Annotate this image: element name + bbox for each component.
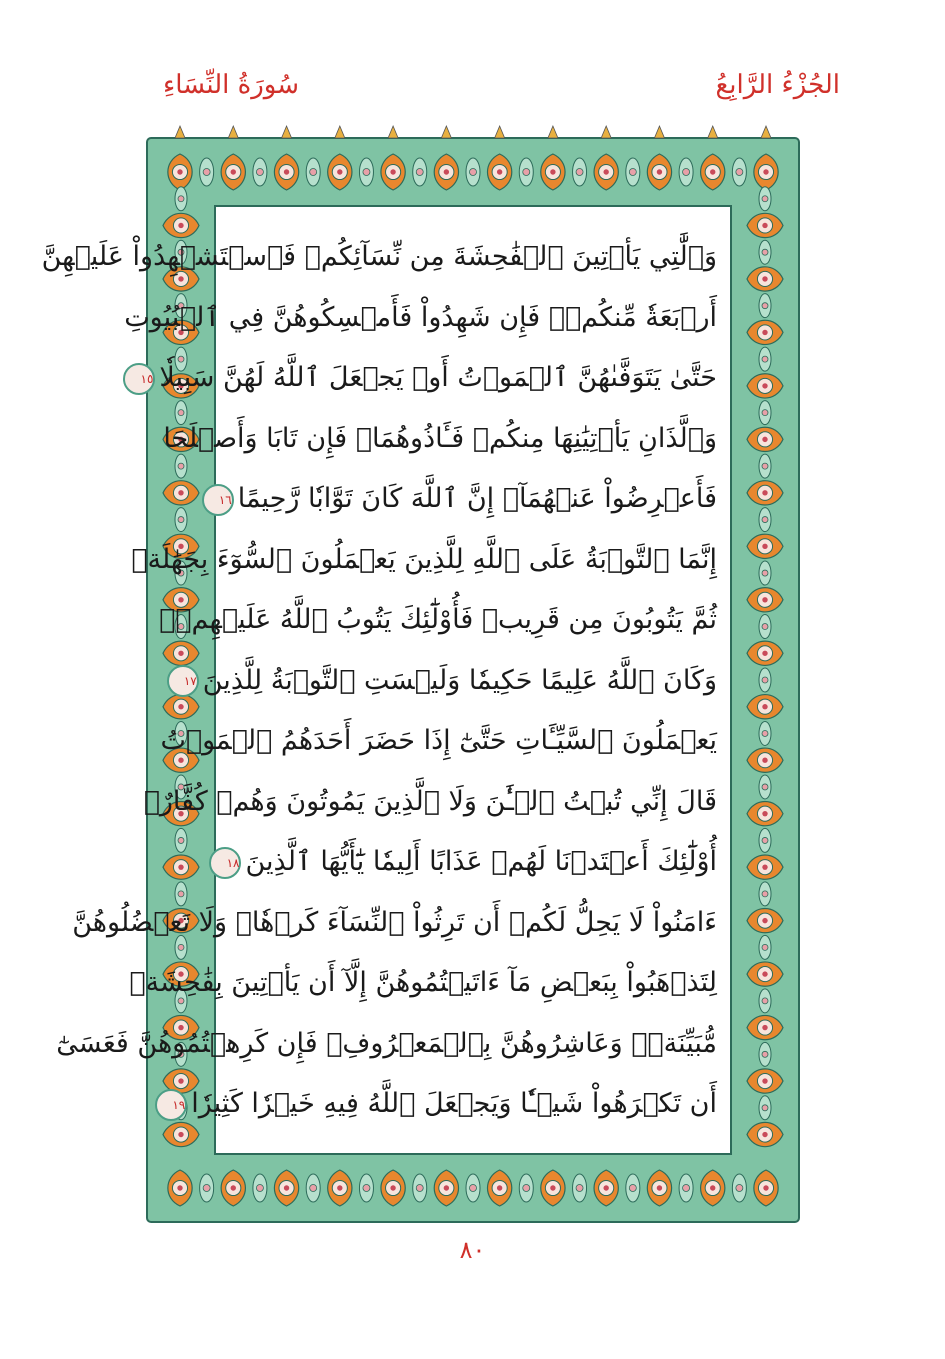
- frame-flower: [762, 410, 768, 416]
- frame-flower: [762, 196, 768, 202]
- verse-text: مُّبَيِّنَةٖۚ وَعَاشِرُوهُنَّ بِٱلۡمَعۡرُوفِۚ فَإِن كَرِهۡتُمُوهُنَّ فَعَسَىٰٓ: [56, 1027, 717, 1059]
- frame-pointer: [654, 126, 664, 138]
- verse-line: [183, 652, 717, 710]
- frame-pointer: [441, 126, 451, 138]
- frame-flower: [203, 169, 210, 176]
- frame-flower: [762, 463, 768, 469]
- frame-flower: [310, 1185, 317, 1192]
- verse-text: أَن تَكۡرَهُواْ شَيۡـٔٗا وَيَجۡعَلَ ٱللَّهُ فِيهِ خَيۡرٗا كَثِيرٗا: [191, 1088, 717, 1119]
- frame-flower: [762, 891, 768, 897]
- frame-pointer: [282, 126, 292, 138]
- frame-flower: [523, 1185, 530, 1192]
- frame-flower: [762, 730, 768, 736]
- verse-line: [143, 773, 717, 831]
- page-header: [0, 64, 945, 114]
- frame-flower: [629, 169, 636, 176]
- verse-line: [163, 410, 717, 468]
- frame-pointer: [495, 126, 505, 138]
- verse-text: ثُمَّ يَتُوبُونَ مِن قَرِيبٖ فَأُوْلَٰٓئِكَ يَتُوبُ ٱللَّهُ عَلَيۡهِمۡۗ: [159, 604, 717, 635]
- frame-flower: [363, 169, 370, 176]
- verse-text: لِتَذۡهَبُواْ بِبَعۡضِ مَآ ءَاتَيۡتُمُوهُنَّ إِلَّآ أَن يَأۡتِينَ بِفَٰحِشَةٖ: [129, 967, 717, 998]
- frame-flower: [416, 1185, 423, 1192]
- frame-flower: [683, 169, 690, 176]
- frame-flower: [576, 169, 583, 176]
- ayah-number-marker: ١٥: [123, 363, 155, 395]
- verse-line: [72, 894, 717, 952]
- frame-flower: [762, 517, 768, 523]
- verse-line: [160, 712, 717, 770]
- frame-pointer: [335, 126, 345, 138]
- frame-flower: [736, 169, 743, 176]
- text-panel: [41, 210, 727, 1150]
- frame-flower: [762, 1051, 768, 1057]
- verse-text: وَٱلَّٰتِي يَأۡتِينَ ٱلۡفَٰحِشَةَ مِن نِّسَآئِكُمۡ فَٱسۡتَشۡهِدُواْ عَلَيۡهِنَّ: [41, 241, 717, 272]
- frame-pointer: [548, 126, 558, 138]
- verse-line: [41, 228, 717, 286]
- verse-line: [226, 833, 717, 891]
- verse-text: إِنَّمَا ٱلتَّوۡبَةُ عَلَى ٱللَّهِ لِلَّذِينَ يَعۡمَلُونَ ٱلسُّوٓءَ بِجَهَٰلَةٖ: [131, 543, 717, 575]
- verse-line: [218, 470, 717, 528]
- frame-flower: [683, 1185, 690, 1192]
- frame-flower: [762, 944, 768, 950]
- frame-flower: [363, 1185, 370, 1192]
- frame-flower: [576, 1185, 583, 1192]
- verse-text: وَٱلَّذَانِ يَأۡتِيَٰنِهَا مِنكُمۡ فَـَٔاذُوهُمَاۖ فَإِن تَابَا وَأَصۡلَحَا: [163, 422, 717, 454]
- frame-flower: [762, 624, 768, 630]
- frame-flower: [256, 169, 263, 176]
- verse-line: [131, 531, 717, 589]
- frame-flower: [762, 837, 768, 843]
- verse-line: [159, 591, 717, 649]
- ayah-number-marker: ١٩: [155, 1089, 187, 1121]
- verse-line: [129, 954, 717, 1012]
- frame-flower: [523, 169, 530, 176]
- frame-flower: [178, 517, 184, 523]
- frame-flower: [736, 1185, 743, 1192]
- verse-text: يَعۡمَلُونَ ٱلسَّيِّـَٔاتِ حَتَّىٰٓ إِذَا حَضَرَ أَحَدَهُمُ ٱلۡمَوۡتُ: [160, 725, 717, 756]
- frame-flower: [762, 677, 768, 683]
- verse-text: حَتَّىٰ يَتَوَفَّىٰهُنَّ ٱلۡمَوۡتُ أَوۡ يَجۡعَلَ ٱللَّهُ لَهُنَّ سَبِيلٗا: [159, 362, 717, 393]
- frame-flower: [762, 784, 768, 790]
- frame-flower: [762, 249, 768, 255]
- verse-text: وَكَانَ ٱللَّهُ عَلِيمًا حَكِيمٗا وَلَيۡسَتِ ٱلتَّوۡبَةُ لِلَّذِينَ: [202, 664, 717, 696]
- ayah-number-marker: ١٨: [209, 847, 241, 879]
- frame-flower: [762, 356, 768, 362]
- frame-pointer: [388, 126, 398, 138]
- verse-text: أُوْلَٰٓئِكَ أَعۡتَدۡنَا لَهُمۡ عَذَابًا أَلِيمٗا يَٰٓأَيُّهَا ٱلَّذِينَ: [245, 846, 717, 877]
- verse-line: [124, 289, 717, 347]
- juz-title: الجُزْءُ الرَّابِعُ: [715, 70, 840, 100]
- page-number: ٨٠: [459, 1236, 486, 1264]
- verse-text: أَرۡبَعَةٗ مِّنكُمۡۖ فَإِن شَهِدُواْ فَأَمۡسِكُوهُنَّ فِي ٱلۡبُيُوتِ: [124, 301, 717, 333]
- frame-flower: [762, 998, 768, 1004]
- verse-text: فَأَعۡرِضُواْ عَنۡهُمَآۗ إِنَّ ٱللَّهَ كَانَ تَوَّابٗا رَّحِيمًا: [237, 483, 717, 514]
- frame-flower: [256, 1185, 263, 1192]
- frame-flower: [762, 1105, 768, 1111]
- verse-line: [172, 1075, 717, 1133]
- frame-pointer: [708, 126, 718, 138]
- verse-text: ءَامَنُواْ لَا يَحِلُّ لَكُمۡ أَن تَرِثُواْ ٱلنِّسَآءَ كَرۡهٗاۖ وَلَا تَعۡضُلُوهُنَّ: [72, 906, 717, 938]
- frame-flower: [762, 303, 768, 309]
- frame-pointer: [761, 126, 771, 138]
- frame-pointer: [228, 126, 238, 138]
- frame-flower: [762, 570, 768, 576]
- frame-flower: [203, 1185, 210, 1192]
- frame-flower: [178, 837, 184, 843]
- frame-flower: [178, 196, 184, 202]
- frame-pointer: [601, 126, 611, 138]
- frame-flower: [470, 169, 477, 176]
- frame-flower: [470, 1185, 477, 1192]
- verse-line: [140, 349, 717, 407]
- surah-title: سُورَةُ النِّسَاءِ: [163, 70, 299, 100]
- verse-text: قَالَ إِنِّي تُبۡتُ ٱلۡـَٰٔنَ وَلَا ٱلَّذِينَ يَمُوتُونَ وَهُمۡ كُفَّارٌۚ: [143, 785, 717, 817]
- ayah-number-marker: ١٧: [167, 665, 199, 697]
- frame-flower: [629, 1185, 636, 1192]
- frame-flower: [416, 169, 423, 176]
- frame-flower: [310, 169, 317, 176]
- ayah-number-marker: ١٦: [202, 484, 234, 516]
- verse-line: [56, 1015, 717, 1073]
- frame-pointer: [175, 126, 185, 138]
